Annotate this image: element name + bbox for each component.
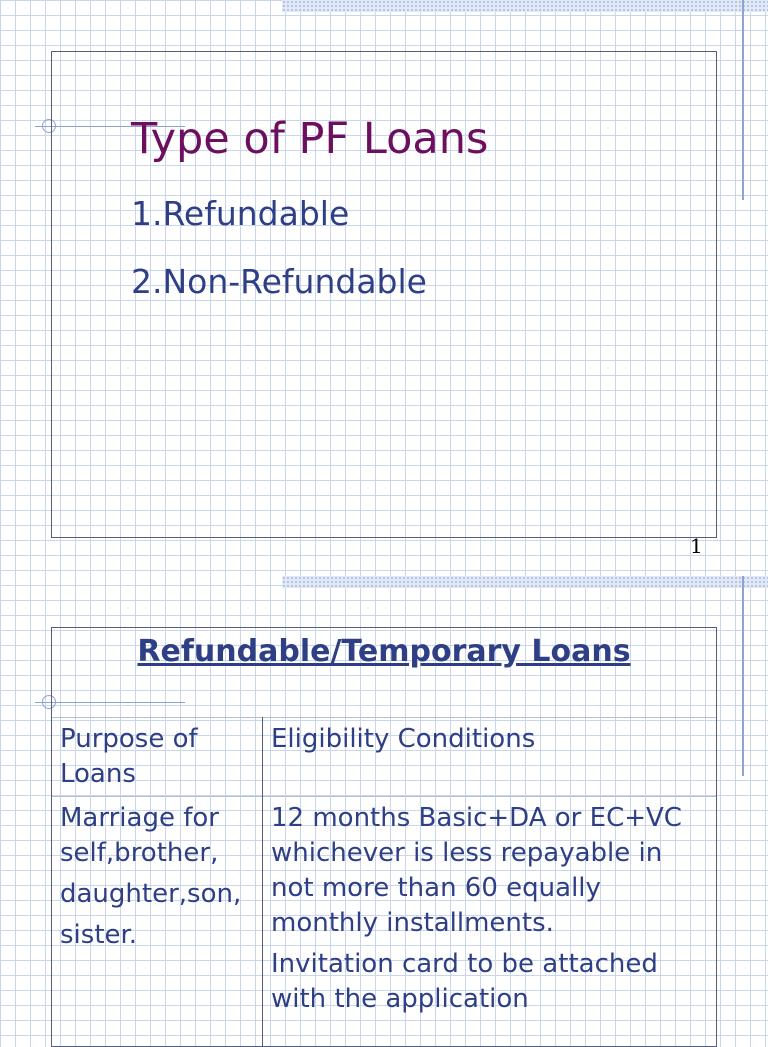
slide-title: Type of PF Loans bbox=[131, 114, 489, 164]
slide-2 bbox=[51, 627, 717, 1047]
table-row-divider bbox=[52, 796, 716, 797]
table-header-eligibility: Eligibility Conditions bbox=[271, 724, 536, 754]
purpose-line: Marriage for self,brother, bbox=[60, 803, 219, 868]
list-item-non-refundable: 2.Non-Refundable bbox=[131, 262, 427, 301]
decorative-band bbox=[282, 0, 768, 12]
slide-1 bbox=[51, 51, 717, 538]
page-number: 1 bbox=[690, 534, 703, 558]
decorative-vertical-line bbox=[742, 0, 744, 200]
purpose-line: sister. bbox=[60, 920, 138, 950]
purpose-line: daughter,son, bbox=[60, 879, 242, 909]
table-top-divider bbox=[52, 717, 716, 718]
list-item-refundable: 1.Refundable bbox=[131, 194, 350, 233]
table-header-purpose: Purpose of Loans bbox=[60, 724, 198, 789]
table-cell-purpose bbox=[60, 801, 256, 953]
table-cell-eligibility bbox=[271, 801, 711, 1017]
table-heading: Refundable/Temporary Loans bbox=[137, 634, 631, 669]
eligibility-text: 12 months Basic+DA or EC+VC whichever is less repayable in not more than 60 equally monthly installments. bbox=[271, 803, 682, 938]
decorative-vertical-line bbox=[742, 576, 744, 776]
table-column-divider bbox=[262, 717, 263, 1046]
eligibility-text: Invitation card to be attached with the application bbox=[271, 949, 658, 1014]
decorative-band bbox=[282, 576, 768, 588]
